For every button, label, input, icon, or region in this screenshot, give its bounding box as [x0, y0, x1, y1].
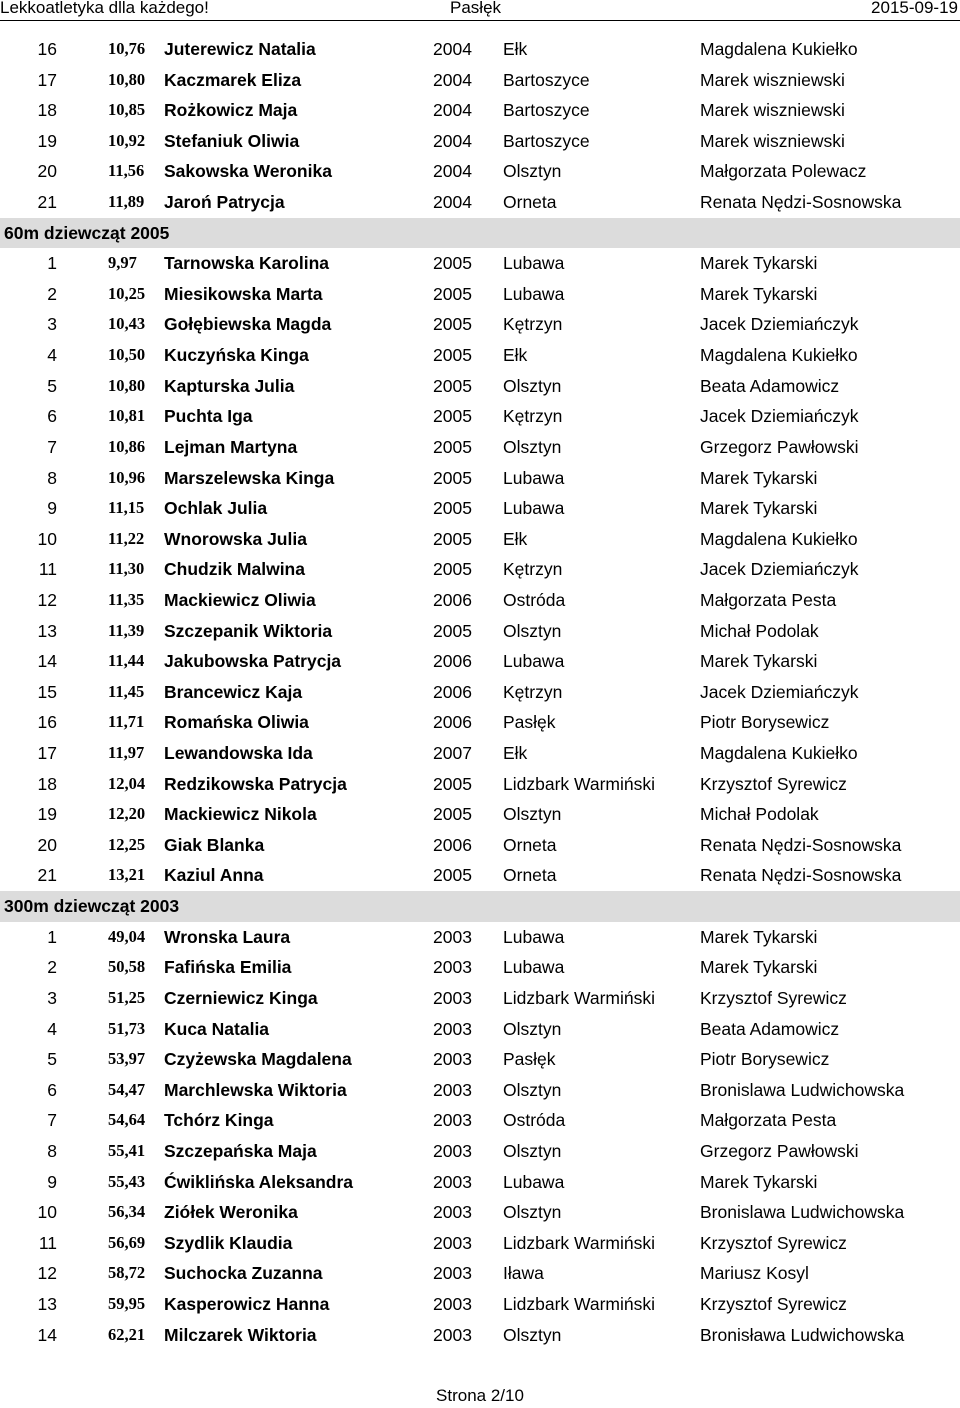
club-cell: Orneta — [503, 834, 557, 855]
time-cell: 51,25 — [108, 987, 146, 1007]
place-cell: 3 — [47, 987, 57, 1008]
birth-year-cell: 2003 — [433, 1293, 472, 1314]
athlete-name-cell: Suchocka Zuzanna — [164, 1263, 323, 1284]
birth-year-cell: 2006 — [433, 834, 472, 855]
table-row — [0, 187, 960, 218]
table-row — [0, 830, 960, 861]
place-cell: 11 — [38, 559, 57, 580]
athlete-name-cell: Jakubowska Patrycja — [164, 651, 342, 672]
time-cell: 11,89 — [108, 192, 145, 212]
section-title: 60m dziewcząt 2005 — [4, 222, 170, 243]
club-cell: Kętrzyn — [503, 681, 563, 702]
section-header — [0, 891, 960, 922]
time-cell: 62,21 — [108, 1324, 146, 1344]
place-cell: 14 — [37, 651, 57, 672]
birth-year-cell: 2003 — [433, 1079, 472, 1100]
place-cell: 19 — [37, 130, 57, 151]
table-row — [0, 677, 960, 708]
club-cell: Ełk — [503, 39, 528, 59]
athlete-name-cell: Juterewicz Natalia — [164, 39, 316, 59]
coach-cell: Magdalena Kukiełko — [700, 743, 858, 764]
time-cell: 55,43 — [108, 1171, 146, 1191]
place-cell: 9 — [47, 498, 57, 519]
birth-year-cell: 2003 — [433, 1263, 472, 1284]
club-cell: Olsztyn — [503, 1140, 562, 1161]
club-cell: Lidzbark Warmiński — [503, 987, 656, 1008]
table-row — [0, 1136, 960, 1167]
coach-cell: Marek Tykarski — [700, 957, 818, 978]
section-header — [0, 218, 960, 249]
place-cell: 1 — [47, 926, 57, 947]
table-row — [0, 554, 960, 585]
club-cell: Olsztyn — [503, 1324, 562, 1345]
club-cell: Lubawa — [503, 467, 565, 488]
table-row — [0, 616, 960, 647]
coach-cell: Marek Tykarski — [700, 926, 818, 947]
coach-cell: Renata Nędzi-Sosnowska — [700, 865, 902, 886]
time-cell: 11,39 — [108, 620, 145, 640]
time-cell: 49,04 — [108, 926, 146, 946]
athlete-name-cell: Marchlewska Wiktoria — [164, 1079, 347, 1100]
time-cell: 10,80 — [108, 375, 146, 395]
table-row — [0, 799, 960, 830]
athlete-name-cell: Wronska Laura — [164, 926, 291, 947]
club-cell: Olsztyn — [503, 375, 562, 396]
club-cell: Pasłęk — [503, 1049, 556, 1070]
athlete-name-cell: Redzikowska Patrycja — [164, 773, 347, 794]
athlete-name-cell: Ochlak Julia — [164, 498, 268, 519]
birth-year-cell: 2004 — [433, 161, 472, 182]
coach-cell: Renata Nędzi-Sosnowska — [700, 192, 902, 213]
place-cell: 6 — [47, 1079, 57, 1100]
table-row — [0, 1228, 960, 1259]
birth-year-cell: 2005 — [433, 436, 472, 457]
place-cell: 16 — [37, 712, 57, 733]
place-cell: 20 — [37, 834, 57, 855]
time-cell: 10,76 — [108, 39, 146, 58]
club-cell: Olsztyn — [503, 1018, 562, 1039]
birth-year-cell: 2005 — [433, 865, 472, 886]
club-cell: Olsztyn — [503, 1202, 562, 1223]
club-cell: Olsztyn — [503, 804, 562, 825]
athlete-name-cell: Kuczyńska Kinga — [164, 345, 309, 366]
birth-year-cell: 2005 — [433, 804, 472, 825]
place-cell: 14 — [37, 1324, 57, 1345]
header-date: 2015-09-19 — [871, 0, 958, 17]
time-cell: 58,72 — [108, 1263, 146, 1283]
time-cell: 10,43 — [108, 314, 146, 334]
birth-year-cell: 2003 — [433, 987, 472, 1008]
club-cell: Ełk — [503, 743, 528, 764]
athlete-name-cell: Czyżewska Magdalena — [164, 1049, 352, 1070]
place-cell: 12 — [37, 589, 57, 610]
coach-cell: Marek Tykarski — [700, 283, 818, 304]
time-cell: 59,95 — [108, 1293, 146, 1313]
club-cell: Olsztyn — [503, 1079, 562, 1100]
athlete-name-cell: Ćwiklińska Aleksandra — [164, 1171, 354, 1192]
header-site-title: Lekkoatletyka dlla każdego! — [0, 0, 209, 17]
coach-cell: Marek Tykarski — [700, 1171, 818, 1192]
table-row — [0, 432, 960, 463]
birth-year-cell: 2003 — [433, 1110, 472, 1131]
table-row — [0, 340, 960, 371]
table-row — [0, 1075, 960, 1106]
athlete-name-cell: Brancewicz Kaja — [164, 681, 303, 702]
birth-year-cell: 2004 — [433, 69, 472, 90]
time-cell: 11,97 — [108, 743, 145, 763]
time-cell: 11,30 — [108, 559, 145, 579]
birth-year-cell: 2005 — [433, 773, 472, 794]
table-row — [0, 1167, 960, 1198]
place-cell: 15 — [37, 681, 57, 702]
athlete-name-cell: Gołębiewska Magda — [164, 314, 332, 335]
coach-cell: Piotr Borysewicz — [700, 1049, 830, 1070]
place-cell: 13 — [37, 620, 57, 641]
birth-year-cell: 2005 — [433, 283, 472, 304]
table-row — [0, 983, 960, 1014]
club-cell: Ełk — [503, 345, 528, 366]
time-cell: 51,73 — [108, 1018, 146, 1038]
table-row — [0, 1197, 960, 1228]
place-cell: 5 — [47, 375, 57, 396]
club-cell: Iława — [503, 1263, 544, 1284]
table-row — [0, 95, 960, 126]
place-cell: 2 — [47, 283, 57, 304]
club-cell: Lidzbark Warmiński — [503, 1232, 656, 1253]
place-cell: 21 — [37, 865, 57, 886]
place-cell: 7 — [47, 436, 57, 457]
coach-cell: Beata Adamowicz — [700, 375, 840, 396]
birth-year-cell: 2004 — [433, 130, 472, 151]
time-cell: 10,85 — [108, 100, 146, 120]
coach-cell: Mariusz Kosyl — [700, 1263, 809, 1284]
table-row — [0, 463, 960, 494]
table-row — [0, 371, 960, 402]
athlete-name-cell: Lejman Martyna — [164, 436, 298, 457]
birth-year-cell: 2005 — [433, 498, 472, 519]
birth-year-cell: 2005 — [433, 314, 472, 335]
place-cell: 10 — [37, 528, 57, 549]
table-row — [0, 738, 960, 769]
club-cell: Lubawa — [503, 1171, 565, 1192]
birth-year-cell: 2005 — [433, 559, 472, 580]
athlete-name-cell: Rożkowicz Maja — [164, 100, 298, 121]
club-cell: Olsztyn — [503, 620, 562, 641]
birth-year-cell: 2003 — [433, 1049, 472, 1070]
club-cell: Lubawa — [503, 253, 565, 274]
place-cell: 8 — [47, 467, 57, 488]
time-cell: 11,35 — [108, 589, 145, 609]
coach-cell: Krzysztof Syrewicz — [700, 987, 847, 1008]
coach-cell: Krzysztof Syrewicz — [700, 773, 847, 794]
time-cell: 11,44 — [108, 651, 145, 671]
athlete-name-cell: Marszelewska Kinga — [164, 467, 335, 488]
place-cell: 17 — [37, 743, 57, 764]
place-cell: 1 — [47, 253, 57, 274]
coach-cell: Bronisława Ludwichowska — [700, 1324, 905, 1345]
place-cell: 18 — [37, 100, 57, 121]
birth-year-cell: 2006 — [433, 589, 472, 610]
place-cell: 4 — [47, 1018, 57, 1039]
coach-cell: Michał Podolak — [700, 804, 819, 825]
club-cell: Bartoszyce — [503, 69, 590, 90]
birth-year-cell: 2005 — [433, 253, 472, 274]
club-cell: Ełk — [503, 528, 528, 549]
coach-cell: Magdalena Kukiełko — [700, 39, 858, 59]
place-cell: 16 — [37, 39, 57, 59]
place-cell: 3 — [47, 314, 57, 335]
athlete-name-cell: Milczarek Wiktoria — [164, 1324, 317, 1345]
athlete-name-cell: Wnorowska Julia — [164, 528, 307, 549]
athlete-name-cell: Czerniewicz Kinga — [164, 987, 318, 1008]
table-row — [0, 1258, 960, 1289]
athlete-name-cell: Jaroń Patrycja — [164, 192, 285, 213]
coach-cell: Małgorzata Polewacz — [700, 161, 867, 182]
coach-cell: Grzegorz Pawłowski — [700, 1140, 859, 1161]
coach-cell: Piotr Borysewicz — [700, 712, 830, 733]
coach-cell: Grzegorz Pawłowski — [700, 436, 859, 457]
table-row — [0, 279, 960, 310]
athlete-name-cell: Szydlik Klaudia — [164, 1232, 293, 1253]
coach-cell: Jacek Dziemiańczyk — [700, 406, 859, 427]
time-cell: 10,92 — [108, 130, 146, 150]
club-cell: Lubawa — [503, 498, 565, 519]
coach-cell: Marek wiszniewski — [700, 130, 845, 151]
time-cell: 12,04 — [108, 773, 146, 793]
birth-year-cell: 2007 — [433, 743, 472, 764]
athlete-name-cell: Szczepanik Wiktoria — [164, 620, 333, 641]
coach-cell: Magdalena Kukiełko — [700, 528, 858, 549]
place-cell: 18 — [37, 773, 57, 794]
birth-year-cell: 2003 — [433, 1202, 472, 1223]
coach-cell: Renata Nędzi-Sosnowska — [700, 834, 902, 855]
coach-cell: Beata Adamowicz — [700, 1018, 840, 1039]
table-row — [0, 707, 960, 738]
athlete-name-cell: Kasperowicz Hanna — [164, 1293, 330, 1314]
athlete-name-cell: Mackiewicz Oliwia — [164, 589, 316, 610]
birth-year-cell: 2003 — [433, 957, 472, 978]
table-row — [0, 126, 960, 157]
coach-cell: Marek Tykarski — [700, 498, 818, 519]
club-cell: Orneta — [503, 192, 557, 213]
club-cell: Orneta — [503, 865, 557, 886]
time-cell: 54,47 — [108, 1079, 146, 1099]
birth-year-cell: 2005 — [433, 345, 472, 366]
club-cell: Bartoszyce — [503, 130, 590, 151]
table-row — [0, 156, 960, 187]
time-cell: 12,25 — [108, 834, 146, 854]
coach-cell: Marek Tykarski — [700, 253, 818, 274]
athlete-name-cell: Ziółek Weronika — [164, 1202, 298, 1223]
place-cell: 6 — [47, 406, 57, 427]
birth-year-cell: 2006 — [433, 712, 472, 733]
coach-cell: Marek wiszniewski — [700, 69, 845, 90]
time-cell: 11,71 — [108, 712, 145, 732]
birth-year-cell: 2005 — [433, 620, 472, 641]
coach-cell: Jacek Dziemiańczyk — [700, 681, 859, 702]
place-cell: 13 — [37, 1293, 57, 1314]
club-cell: Kętrzyn — [503, 406, 563, 427]
time-cell: 9,97 — [108, 253, 137, 273]
time-cell: 10,80 — [108, 69, 146, 89]
athlete-name-cell: Stefaniuk Oliwia — [164, 130, 300, 151]
time-cell: 10,96 — [108, 467, 146, 487]
page-header — [0, 0, 960, 21]
time-cell: 56,69 — [108, 1232, 146, 1252]
table-row — [0, 952, 960, 983]
coach-cell: Magdalena Kukiełko — [700, 345, 858, 366]
coach-cell: Bronislawa Ludwichowska — [700, 1202, 905, 1223]
table-row — [0, 769, 960, 800]
birth-year-cell: 2003 — [433, 1232, 472, 1253]
birth-year-cell: 2005 — [433, 467, 472, 488]
club-cell: Lubawa — [503, 651, 565, 672]
club-cell: Bartoszyce — [503, 100, 590, 121]
table-row — [0, 524, 960, 555]
athlete-name-cell: Kapturska Julia — [164, 375, 295, 396]
athlete-name-cell: Kaziul Anna — [164, 865, 264, 886]
place-cell: 10 — [37, 1202, 57, 1223]
coach-cell: Marek Tykarski — [700, 467, 818, 488]
birth-year-cell: 2004 — [433, 192, 472, 213]
athlete-name-cell: Lewandowska Ida — [164, 743, 313, 764]
place-cell: 8 — [47, 1140, 57, 1161]
table-row — [0, 646, 960, 677]
athlete-name-cell: Romańska Oliwia — [164, 712, 309, 733]
time-cell: 56,34 — [108, 1202, 146, 1222]
time-cell: 11,22 — [108, 528, 145, 548]
time-cell: 10,50 — [108, 345, 146, 365]
athlete-name-cell: Szczepańska Maja — [164, 1140, 317, 1161]
place-cell: 19 — [37, 804, 57, 825]
table-row — [0, 1044, 960, 1075]
coach-cell: Jacek Dziemiańczyk — [700, 314, 859, 335]
time-cell: 10,25 — [108, 283, 146, 303]
time-cell: 13,21 — [108, 865, 146, 885]
club-cell: Lubawa — [503, 283, 565, 304]
club-cell: Kętrzyn — [503, 314, 563, 335]
coach-cell: Małgorzata Pesta — [700, 589, 837, 610]
table-row — [0, 65, 960, 96]
time-cell: 53,97 — [108, 1049, 146, 1069]
time-cell: 50,58 — [108, 957, 146, 977]
athlete-name-cell: Kuca Natalia — [164, 1018, 270, 1039]
table-row — [0, 1320, 960, 1351]
club-cell: Olsztyn — [503, 161, 562, 182]
birth-year-cell: 2005 — [433, 375, 472, 396]
coach-cell: Małgorzata Pesta — [700, 1110, 837, 1131]
club-cell: Ostróda — [503, 1110, 566, 1131]
athlete-name-cell: Chudzik Malwina — [164, 559, 305, 580]
time-cell: 54,64 — [108, 1110, 146, 1130]
athlete-name-cell: Sakowska Weronika — [164, 161, 332, 182]
time-cell: 12,20 — [108, 804, 146, 824]
birth-year-cell: 2005 — [433, 528, 472, 549]
athlete-name-cell: Tchórz Kinga — [164, 1110, 274, 1131]
athlete-name-cell: Fafińska Emilia — [164, 957, 292, 978]
coach-cell: Marek Tykarski — [700, 651, 818, 672]
coach-cell: Bronislawa Ludwichowska — [700, 1079, 905, 1100]
time-cell: 10,81 — [108, 406, 146, 426]
place-cell: 5 — [47, 1049, 57, 1070]
athlete-name-cell: Miesikowska Marta — [164, 283, 323, 304]
coach-cell: Marek wiszniewski — [700, 100, 845, 121]
coach-cell: Jacek Dziemiańczyk — [700, 559, 859, 580]
birth-year-cell: 2005 — [433, 406, 472, 427]
athlete-name-cell: Tarnowska Karolina — [164, 253, 330, 274]
place-cell: 21 — [37, 192, 57, 213]
birth-year-cell: 2003 — [433, 1171, 472, 1192]
time-cell: 11,15 — [108, 498, 145, 518]
birth-year-cell: 2004 — [433, 100, 472, 121]
table-row — [0, 34, 960, 65]
table-row — [0, 1014, 960, 1045]
birth-year-cell: 2003 — [433, 1140, 472, 1161]
athlete-name-cell: Puchta Iga — [164, 406, 253, 427]
athlete-name-cell: Mackiewicz Nikola — [164, 804, 317, 825]
place-cell: 2 — [47, 957, 57, 978]
page-number: Strona 2/10 — [436, 1386, 524, 1405]
coach-cell: Krzysztof Syrewicz — [700, 1232, 847, 1253]
time-cell: 55,41 — [108, 1140, 146, 1160]
club-cell: Pasłęk — [503, 712, 556, 733]
table-row — [0, 309, 960, 340]
time-cell: 11,45 — [108, 681, 145, 701]
table-row — [0, 401, 960, 432]
club-cell: Kętrzyn — [503, 559, 563, 580]
place-cell: 12 — [37, 1263, 57, 1284]
header-location: Pasłęk — [450, 0, 502, 17]
club-cell: Lubawa — [503, 926, 565, 947]
time-cell: 10,86 — [108, 436, 146, 456]
club-cell: Lidzbark Warmiński — [503, 1293, 656, 1314]
place-cell: 4 — [47, 345, 57, 366]
time-cell: 11,56 — [108, 161, 145, 181]
club-cell: Ostróda — [503, 589, 566, 610]
table-row — [0, 585, 960, 616]
club-cell: Olsztyn — [503, 436, 562, 457]
place-cell: 11 — [38, 1232, 57, 1253]
table-row — [0, 860, 960, 891]
results-table — [0, 34, 960, 1350]
coach-cell: Krzysztof Syrewicz — [700, 1293, 847, 1314]
place-cell: 17 — [37, 69, 57, 90]
place-cell: 7 — [47, 1110, 57, 1131]
table-row — [0, 922, 960, 953]
table-row — [0, 248, 960, 279]
club-cell: Lubawa — [503, 957, 565, 978]
birth-year-cell: 2004 — [433, 39, 472, 59]
table-row — [0, 1289, 960, 1320]
coach-cell: Michał Podolak — [700, 620, 819, 641]
table-row — [0, 493, 960, 524]
birth-year-cell: 2006 — [433, 681, 472, 702]
place-cell: 20 — [37, 161, 57, 182]
athlete-name-cell: Giak Blanka — [164, 834, 265, 855]
place-cell: 9 — [47, 1171, 57, 1192]
athlete-name-cell: Kaczmarek Eliza — [164, 69, 302, 90]
birth-year-cell: 2006 — [433, 651, 472, 672]
birth-year-cell: 2003 — [433, 926, 472, 947]
section-title: 300m dziewcząt 2003 — [4, 896, 180, 917]
birth-year-cell: 2003 — [433, 1324, 472, 1345]
table-row — [0, 1105, 960, 1136]
club-cell: Lidzbark Warmiński — [503, 773, 656, 794]
birth-year-cell: 2003 — [433, 1018, 472, 1039]
